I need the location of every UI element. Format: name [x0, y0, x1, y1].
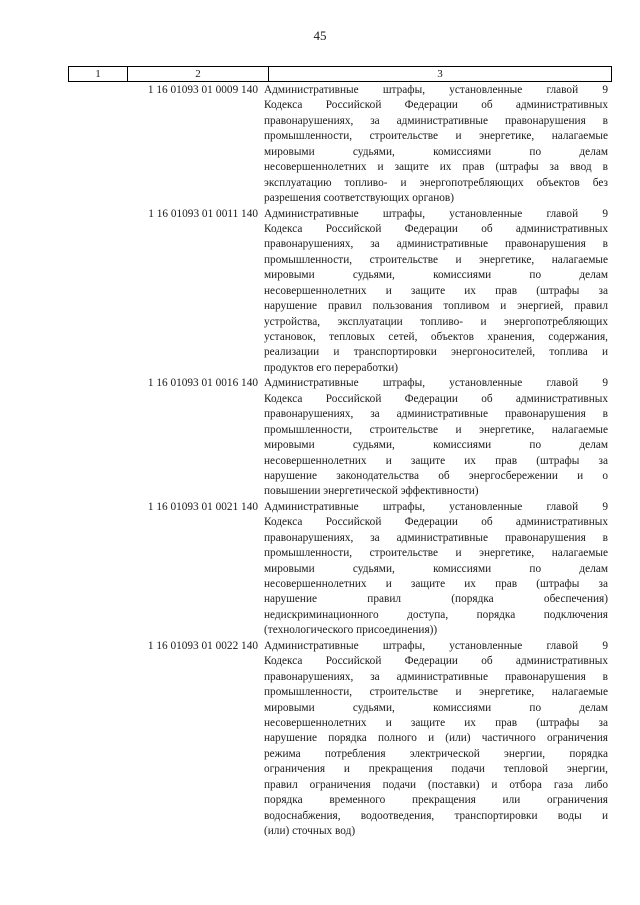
description-line: правонарушениях, за административные правонарушения в	[264, 670, 608, 683]
description-line: порядка временного прекращения или ограничения	[264, 794, 608, 807]
table-row	[68, 207, 608, 377]
budget-code: 1 16 01093 01 0009 140	[147, 84, 258, 96]
description-line: Кодекса Российской Федерации об административных	[264, 655, 608, 668]
description-line: устройства, эксплуатации топливо- и энергопотребляющих	[264, 315, 608, 328]
description-line: правонарушениях, за административные правонарушения в	[264, 114, 608, 127]
column-header-table	[68, 66, 612, 82]
description-line: несовершеннолетних и защите их прав (штрафы за ввод в	[264, 161, 608, 174]
income-description	[264, 500, 608, 639]
description-line: разрешения соответствующих органов)	[264, 192, 455, 205]
description-line: несовершеннолетних и защите их прав (штрафы за	[264, 716, 608, 729]
description-line: повышении энергетической эффективности)	[264, 485, 479, 498]
description-line: Кодекса Российской Федерации об административных	[264, 392, 608, 405]
description-line: нарушение порядка полного и (или) частичного ограничения	[264, 732, 608, 745]
description-line: мировыми судьями, комиссиями по делам	[264, 439, 608, 452]
description-line: эксплуатацию топливо- и энергопотребляющих объектов без	[264, 176, 608, 189]
table-body	[68, 83, 608, 839]
description-line: промышленности, строительстве и энергетике, налагаемые	[264, 423, 608, 436]
description-line: Административные штрафы, установленные главой 9	[264, 500, 608, 513]
description-line: правонарушениях, за административные правонарушения в	[264, 408, 608, 421]
column-header-2: 2	[128, 67, 269, 82]
description-line: промышленности, строительстве и энергетике, налагаемые	[264, 253, 608, 266]
description-line: мировыми судьями, комиссиями по делам	[264, 269, 608, 282]
table-row	[68, 83, 608, 207]
income-description	[264, 639, 608, 840]
description-line: реализации и транспортировки энергоносителей, топлива и	[264, 346, 608, 359]
budget-code: 1 16 01093 01 0021 140	[147, 500, 258, 513]
description-line: несовершеннолетних и защите их прав (штрафы за	[264, 454, 608, 467]
budget-code: 1 16 01093 01 0022 140	[147, 639, 258, 652]
description-line: водоснабжения, водоотведения, транспортировки воды и	[264, 809, 608, 822]
description-line: мировыми судьями, комиссиями по делам	[264, 562, 608, 575]
income-description	[264, 83, 608, 207]
table-row	[68, 376, 608, 500]
budget-code: 1 16 01093 01 0016 140	[147, 377, 258, 390]
description-line: Административные штрафы, установленные главой 9	[264, 207, 608, 220]
description-line: (технологического присоединения))	[264, 624, 438, 637]
income-description	[264, 207, 608, 377]
page-number: 45	[313, 28, 327, 43]
description-line: несовершеннолетних и защите их прав (штрафы за	[264, 578, 608, 590]
column-header-row	[69, 67, 612, 82]
description-line: нарушение законодательства об энергосбережении и о	[264, 469, 608, 482]
description-line: промышленности, строительстве и энергетике, налагаемые	[264, 686, 608, 699]
description-line: Кодекса Российской Федерации об административных	[264, 99, 608, 112]
description-line: промышленности, строительстве и энергетике, налагаемые	[264, 547, 608, 560]
description-line: мировыми судьями, комиссиями по делам	[264, 701, 608, 714]
description-line: продуктов его переработки)	[264, 361, 399, 374]
column-header-3: 3	[269, 67, 612, 82]
description-line: Кодекса Российской Федерации об административных	[264, 222, 608, 235]
description-line: правил ограничения подачи (поставки) и отбора газа либо	[264, 778, 608, 791]
description-line: установок, тепловых сетей, объектов хранения, содержания,	[264, 331, 608, 343]
description-line: нарушение правил пользования топливом и энергией, правил	[264, 300, 608, 313]
description-line: ограничения и прекращения подачи тепловой энергии,	[264, 763, 608, 776]
description-line: нарушение правил (порядка обеспечения)	[264, 593, 608, 606]
description-line: несовершеннолетних и защите их прав (штрафы за	[264, 284, 608, 297]
description-line: (или) сточных вод)	[264, 825, 356, 837]
budget-code: 1 16 01093 01 0011 140	[148, 207, 258, 220]
table-row	[68, 639, 608, 840]
description-line: промышленности, строительстве и энергетике, налагаемые	[264, 130, 608, 143]
table-row	[68, 500, 608, 639]
description-line: Административные штрафы, установленные главой 9	[264, 377, 608, 390]
description-line: правонарушениях, за административные правонарушения в	[264, 238, 608, 251]
description-line: Административные штрафы, установленные главой 9	[264, 639, 608, 652]
description-line: правонарушениях, за административные правонарушения в	[264, 531, 608, 544]
income-description	[264, 376, 608, 500]
description-line: недискриминационного доступа, порядка подключения	[264, 608, 608, 621]
description-line: Административные штрафы, установленные главой 9	[264, 84, 608, 96]
description-line: Кодекса Российской Федерации об административных	[264, 516, 608, 529]
column-header-1: 1	[69, 67, 128, 82]
description-line: мировыми судьями, комиссиями по делам	[264, 145, 608, 158]
description-line: режима потребления электрической энергии, порядка	[264, 747, 608, 760]
